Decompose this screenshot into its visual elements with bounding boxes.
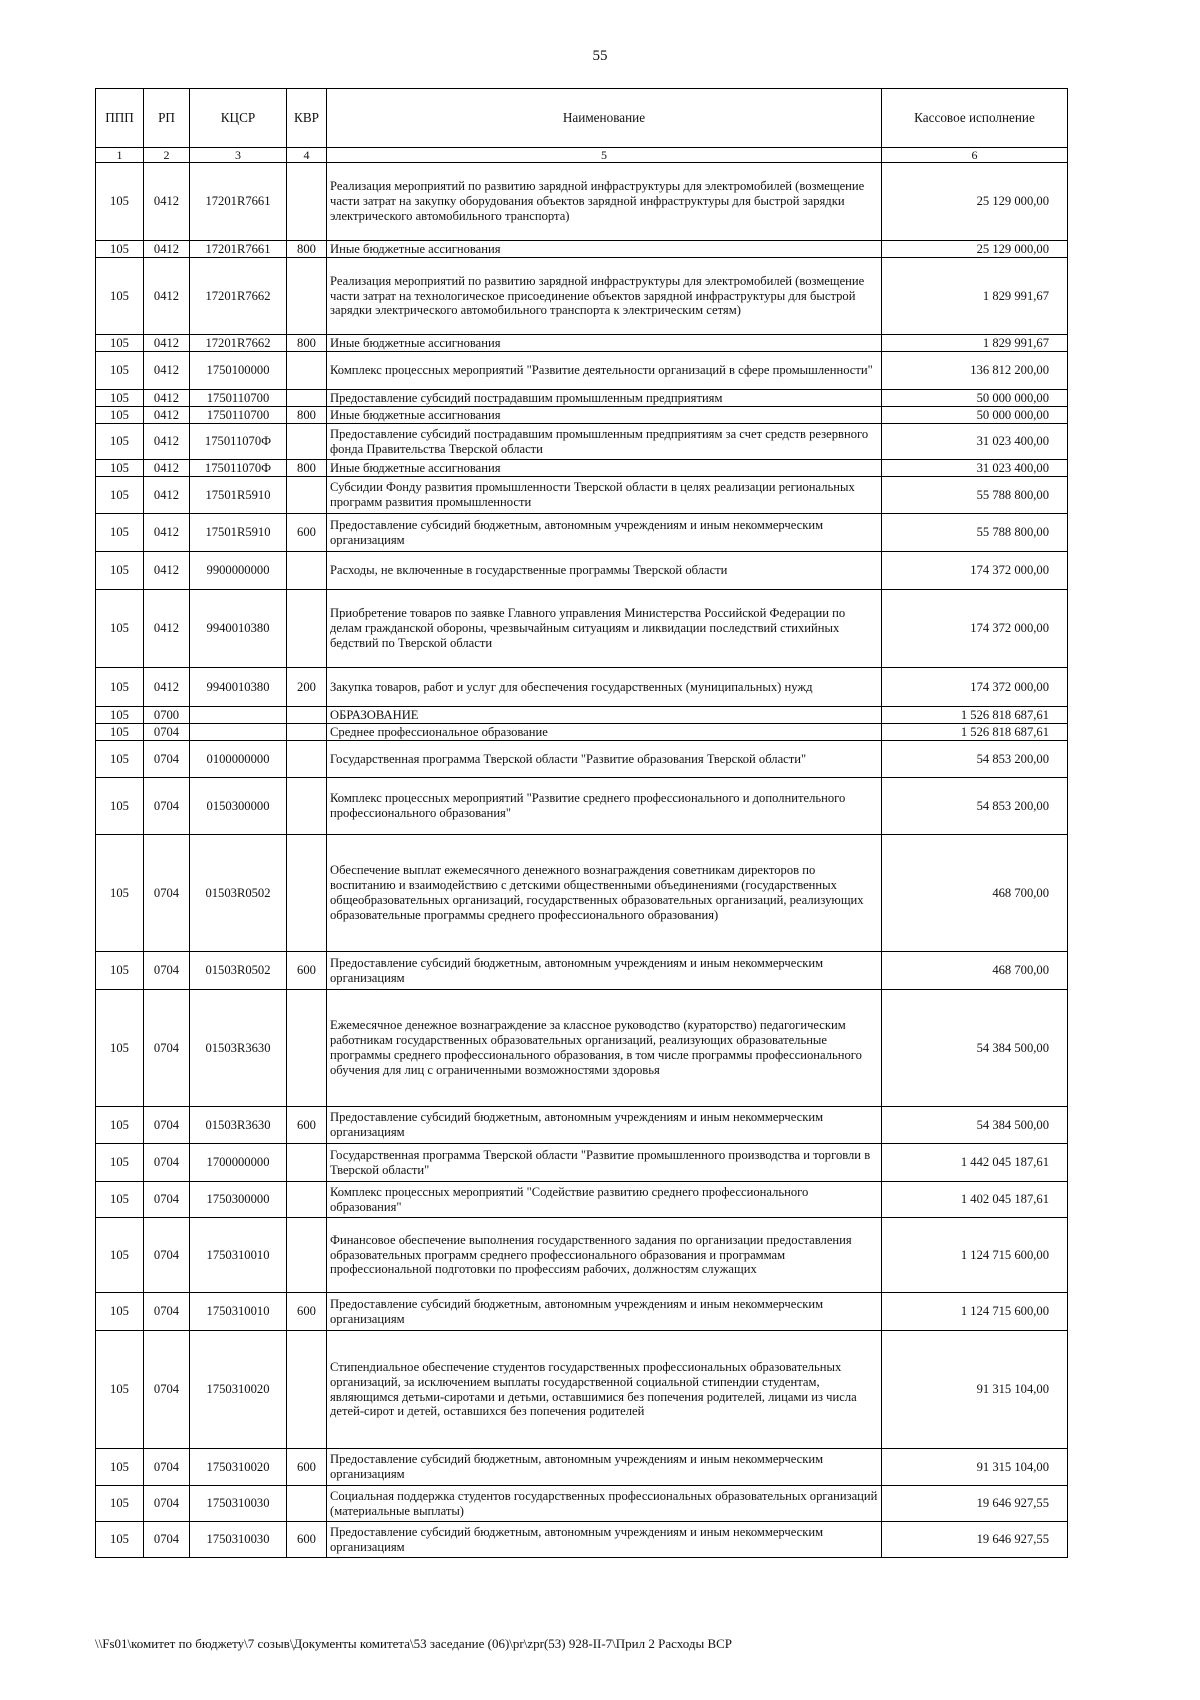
cell-ppp: 105 [96,952,144,990]
cell-rp: 0412 [144,477,190,514]
cell-name: Иные бюджетные ассигнования [327,335,882,352]
table-body [96,163,1068,1558]
cell-kcsr: 17501R5910 [190,477,287,514]
cell-amount: 31 023 400,00 [882,460,1068,477]
cell-kcsr: 1750310020 [190,1449,287,1486]
cell-rp: 0412 [144,552,190,590]
cell-kvr [287,707,327,724]
cell-rp: 0704 [144,952,190,990]
header-amount: Кассовое исполнение [882,89,1068,148]
cell-ppp: 105 [96,390,144,407]
cell-rp: 0704 [144,1218,190,1293]
cell-kvr: 600 [287,952,327,990]
cell-ppp: 105 [96,835,144,952]
cell-amount: 91 315 104,00 [882,1331,1068,1449]
cell-rp: 0412 [144,460,190,477]
cell-rp: 0704 [144,724,190,741]
cell-kvr [287,352,327,390]
cell-kvr [287,1331,327,1449]
cell-rp: 0704 [144,741,190,778]
cell-name: Иные бюджетные ассигнования [327,241,882,258]
column-number: 2 [144,148,190,163]
cell-kvr: 800 [287,460,327,477]
cell-kcsr: 9940010380 [190,590,287,668]
cell-amount: 25 129 000,00 [882,163,1068,241]
table-row [96,335,1068,352]
cell-ppp: 105 [96,1182,144,1218]
table-row [96,477,1068,514]
cell-amount: 25 129 000,00 [882,241,1068,258]
header-rp: РП [144,89,190,148]
cell-kvr: 600 [287,1107,327,1144]
cell-rp: 0704 [144,1182,190,1218]
cell-kcsr: 1750310030 [190,1522,287,1558]
cell-kvr: 800 [287,335,327,352]
cell-kvr [287,424,327,460]
cell-kvr [287,390,327,407]
cell-kvr: 800 [287,407,327,424]
cell-kvr [287,590,327,668]
cell-name: Социальная поддержка студентов государственных профессиональных образовательных организаций (материальные выплаты) [327,1486,882,1522]
cell-rp: 0704 [144,1144,190,1182]
cell-name: Финансовое обеспечение выполнения государственного задания по организации предоставления образовательных программ среднего профессионального образования и программам профессиональной подготовки по профессиям рабочих, должностям служащих [327,1218,882,1293]
cell-amount: 55 788 800,00 [882,514,1068,552]
cell-kvr [287,741,327,778]
cell-kcsr: 17501R5910 [190,514,287,552]
cell-kcsr: 175011070Ф [190,424,287,460]
cell-amount: 31 023 400,00 [882,424,1068,460]
cell-ppp: 105 [96,707,144,724]
column-number: 5 [327,148,882,163]
cell-ppp: 105 [96,1522,144,1558]
cell-name: Реализация мероприятий по развитию зарядной инфраструктуры для электромобилей (возмещение части затрат на технологическое присоединение объектов зарядной инфраструктуры для быстрой зарядки электрического автомобильного транспорта к электрическим сетям) [327,258,882,335]
cell-rp: 0412 [144,258,190,335]
cell-kvr: 600 [287,1293,327,1331]
expenditure-table-container [95,88,1067,1558]
column-number: 1 [96,148,144,163]
cell-amount: 55 788 800,00 [882,477,1068,514]
cell-name: Предоставление субсидий бюджетным, автономным учреждениям и иным некоммерческим организациям [327,1522,882,1558]
cell-kcsr: 17201R7662 [190,335,287,352]
cell-kcsr: 9940010380 [190,668,287,707]
table-row [96,1449,1068,1486]
file-path-footer: \\Fs01\комитет по бюджету\7 созыв\Документы комитета\53 заседание (06)\pr\zpr(53) 928-II-7\Прил 2 Расходы ВСР [95,1636,733,1651]
cell-kvr [287,258,327,335]
cell-amount: 54 853 200,00 [882,741,1068,778]
cell-rp: 0704 [144,1331,190,1449]
cell-kcsr: 1750310010 [190,1293,287,1331]
cell-name: Комплекс процессных мероприятий "Развитие среднего профессионального и дополнительного профессионального образования" [327,778,882,835]
cell-kvr: 600 [287,1522,327,1558]
cell-kcsr: 17201R7661 [190,163,287,241]
cell-name: Комплекс процессных мероприятий "Развитие деятельности организаций в сфере промышленности" [327,352,882,390]
cell-kvr [287,1218,327,1293]
cell-amount: 91 315 104,00 [882,1449,1068,1486]
cell-ppp: 105 [96,460,144,477]
cell-kcsr: 17201R7661 [190,241,287,258]
cell-name: Стипендиальное обеспечение студентов государственных профессиональных образовательных организаций, за исключением выплаты государственной социальной стипендии студентам, являющимся детьми-сиротами и детьми, оставшимися без попечения родителей, лицами из числа детей-сирот и детей, оставшихся без попечения родителей [327,1331,882,1449]
table-row [96,668,1068,707]
cell-amount: 1 526 818 687,61 [882,707,1068,724]
cell-kvr [287,778,327,835]
cell-amount: 1 829 991,67 [882,335,1068,352]
cell-ppp: 105 [96,335,144,352]
cell-rp: 0412 [144,352,190,390]
table-row [96,1522,1068,1558]
cell-name: Предоставление субсидий бюджетным, автономным учреждениям и иным некоммерческим организациям [327,514,882,552]
cell-amount: 54 853 200,00 [882,778,1068,835]
cell-kvr [287,163,327,241]
cell-rp: 0412 [144,514,190,552]
cell-name: Предоставление субсидий пострадавшим промышленным предприятиям [327,390,882,407]
cell-rp: 0412 [144,241,190,258]
cell-rp: 0700 [144,707,190,724]
cell-kcsr [190,707,287,724]
cell-rp: 0704 [144,1107,190,1144]
cell-ppp: 105 [96,514,144,552]
cell-ppp: 105 [96,1486,144,1522]
table-row [96,514,1068,552]
cell-kvr [287,552,327,590]
cell-name: Предоставление субсидий бюджетным, автономным учреждениям и иным некоммерческим организациям [327,1449,882,1486]
cell-name: Предоставление субсидий бюджетным, автономным учреждениям и иным некоммерческим организациям [327,952,882,990]
cell-kcsr: 1750310020 [190,1331,287,1449]
cell-rp: 0704 [144,990,190,1107]
header-ppp: ППП [96,89,144,148]
cell-name: Предоставление субсидий пострадавшим промышленным предприятиям за счет средств резервного фонда Правительства Тверской области [327,424,882,460]
cell-kcsr: 01503R0502 [190,835,287,952]
cell-rp: 0412 [144,424,190,460]
cell-amount: 174 372 000,00 [882,552,1068,590]
cell-amount: 54 384 500,00 [882,1107,1068,1144]
cell-ppp: 105 [96,241,144,258]
table-row [96,724,1068,741]
cell-amount: 1 829 991,67 [882,258,1068,335]
table-row [96,1107,1068,1144]
table-row [96,258,1068,335]
cell-rp: 0412 [144,390,190,407]
table-row [96,1218,1068,1293]
cell-name: Закупка товаров, работ и услуг для обеспечения государственных (муниципальных) нужд [327,668,882,707]
cell-amount: 1 124 715 600,00 [882,1218,1068,1293]
cell-kvr [287,1486,327,1522]
cell-kcsr: 1750100000 [190,352,287,390]
table-row [96,241,1068,258]
cell-name: ОБРАЗОВАНИЕ [327,707,882,724]
cell-name: Реализация мероприятий по развитию зарядной инфраструктуры для электромобилей (возмещение части затрат на закупку оборудования объектов зарядной инфраструктуры для быстрой зарядки электрического автомобильного транспорта) [327,163,882,241]
cell-kcsr: 0150300000 [190,778,287,835]
cell-rp: 0412 [144,163,190,241]
cell-amount: 468 700,00 [882,952,1068,990]
cell-ppp: 105 [96,407,144,424]
cell-amount: 174 372 000,00 [882,668,1068,707]
cell-kcsr: 175011070Ф [190,460,287,477]
table-row [96,1331,1068,1449]
cell-kvr [287,724,327,741]
cell-name: Субсидии Фонду развития промышленности Тверской области в целях реализации региональных программ развития промышленности [327,477,882,514]
cell-amount: 468 700,00 [882,835,1068,952]
cell-kcsr: 01503R3630 [190,990,287,1107]
table-row [96,590,1068,668]
cell-amount: 1 526 818 687,61 [882,724,1068,741]
column-number: 6 [882,148,1068,163]
cell-name: Предоставление субсидий бюджетным, автономным учреждениям и иным некоммерческим организациям [327,1107,882,1144]
column-number-row [96,148,1068,163]
cell-kcsr: 9900000000 [190,552,287,590]
cell-kvr [287,835,327,952]
cell-ppp: 105 [96,1293,144,1331]
cell-amount: 19 646 927,55 [882,1486,1068,1522]
header-name: Наименование [327,89,882,148]
table-row [96,1144,1068,1182]
table-row [96,1293,1068,1331]
cell-ppp: 105 [96,424,144,460]
cell-name: Комплекс процессных мероприятий "Содействие развитию среднего профессионального образования" [327,1182,882,1218]
cell-kvr [287,1182,327,1218]
cell-rp: 0412 [144,668,190,707]
table-row [96,741,1068,778]
cell-name: Иные бюджетные ассигнования [327,460,882,477]
cell-kvr [287,990,327,1107]
table-row [96,352,1068,390]
table-row [96,990,1068,1107]
header-kcsr: КЦСР [190,89,287,148]
cell-rp: 0704 [144,1486,190,1522]
cell-kcsr: 1750110700 [190,390,287,407]
table-row [96,835,1068,952]
cell-rp: 0412 [144,335,190,352]
cell-rp: 0704 [144,778,190,835]
table-row [96,1182,1068,1218]
cell-amount: 1 402 045 187,61 [882,1182,1068,1218]
cell-kvr: 800 [287,241,327,258]
cell-kcsr: 1750310010 [190,1218,287,1293]
cell-kcsr: 1750300000 [190,1182,287,1218]
cell-amount: 1 124 715 600,00 [882,1293,1068,1331]
cell-ppp: 105 [96,668,144,707]
cell-ppp: 105 [96,1218,144,1293]
cell-name: Государственная программа Тверской области "Развитие образования Тверской области" [327,741,882,778]
cell-name: Ежемесячное денежное вознаграждение за классное руководство (кураторство) педагогическим работникам государственных образовательных организаций, реализующих образовательные программы среднего профессионального образования, в том числе программы профессионального обучения для лиц с ограниченными возможностями здоровья [327,990,882,1107]
cell-amount: 174 372 000,00 [882,590,1068,668]
cell-rp: 0704 [144,1449,190,1486]
table-row [96,707,1068,724]
table-row [96,390,1068,407]
cell-kcsr: 0100000000 [190,741,287,778]
cell-kcsr: 01503R3630 [190,1107,287,1144]
cell-ppp: 105 [96,477,144,514]
cell-ppp: 105 [96,258,144,335]
cell-ppp: 105 [96,590,144,668]
table-row [96,407,1068,424]
table-row [96,952,1068,990]
cell-rp: 0412 [144,407,190,424]
table-row [96,163,1068,241]
expenditure-table [95,88,1068,1558]
cell-amount: 19 646 927,55 [882,1522,1068,1558]
cell-kcsr: 1750110700 [190,407,287,424]
cell-kvr [287,1144,327,1182]
cell-ppp: 105 [96,778,144,835]
cell-ppp: 105 [96,1331,144,1449]
page-number: 55 [592,48,608,64]
cell-name: Иные бюджетные ассигнования [327,407,882,424]
cell-name: Обеспечение выплат ежемесячного денежного вознаграждения советникам директоров по воспитанию и взаимодействию с детскими общественными объединениями (государственных общеобразовательных организаций, государственных образовательных организаций, реализующих образовательные программы среднего профессионального образования) [327,835,882,952]
cell-kvr [287,477,327,514]
cell-ppp: 105 [96,724,144,741]
cell-ppp: 105 [96,163,144,241]
cell-kcsr: 01503R0502 [190,952,287,990]
cell-ppp: 105 [96,352,144,390]
cell-kcsr: 1750310030 [190,1486,287,1522]
column-number: 3 [190,148,287,163]
cell-amount: 54 384 500,00 [882,990,1068,1107]
cell-amount: 50 000 000,00 [882,407,1068,424]
table-row [96,460,1068,477]
table-row [96,552,1068,590]
cell-name: Расходы, не включенные в государственные программы Тверской области [327,552,882,590]
cell-kcsr [190,724,287,741]
cell-rp: 0704 [144,1522,190,1558]
table-row [96,1486,1068,1522]
table-row [96,778,1068,835]
cell-kcsr: 1700000000 [190,1144,287,1182]
table-row [96,424,1068,460]
cell-amount: 1 442 045 187,61 [882,1144,1068,1182]
cell-name: Государственная программа Тверской области "Развитие промышленного производства и торговли в Тверской области" [327,1144,882,1182]
cell-amount: 50 000 000,00 [882,390,1068,407]
cell-ppp: 105 [96,1144,144,1182]
column-number: 4 [287,148,327,163]
cell-ppp: 105 [96,990,144,1107]
cell-ppp: 105 [96,741,144,778]
cell-kvr: 200 [287,668,327,707]
cell-name: Среднее профессиональное образование [327,724,882,741]
cell-kcsr: 17201R7662 [190,258,287,335]
table-header-row [96,89,1068,148]
cell-rp: 0704 [144,1293,190,1331]
cell-ppp: 105 [96,1107,144,1144]
cell-amount: 136 812 200,00 [882,352,1068,390]
cell-kvr: 600 [287,514,327,552]
cell-rp: 0412 [144,590,190,668]
header-kvr: КВР [287,89,327,148]
cell-rp: 0704 [144,835,190,952]
cell-name: Приобретение товаров по заявке Главного управления Министерства Российской Федерации по делам гражданской обороны, чрезвычайным ситуациям и ликвидации последствий стихийных бедствий по Тверской области [327,590,882,668]
cell-ppp: 105 [96,1449,144,1486]
cell-ppp: 105 [96,552,144,590]
cell-kvr: 600 [287,1449,327,1486]
cell-name: Предоставление субсидий бюджетным, автономным учреждениям и иным некоммерческим организациям [327,1293,882,1331]
